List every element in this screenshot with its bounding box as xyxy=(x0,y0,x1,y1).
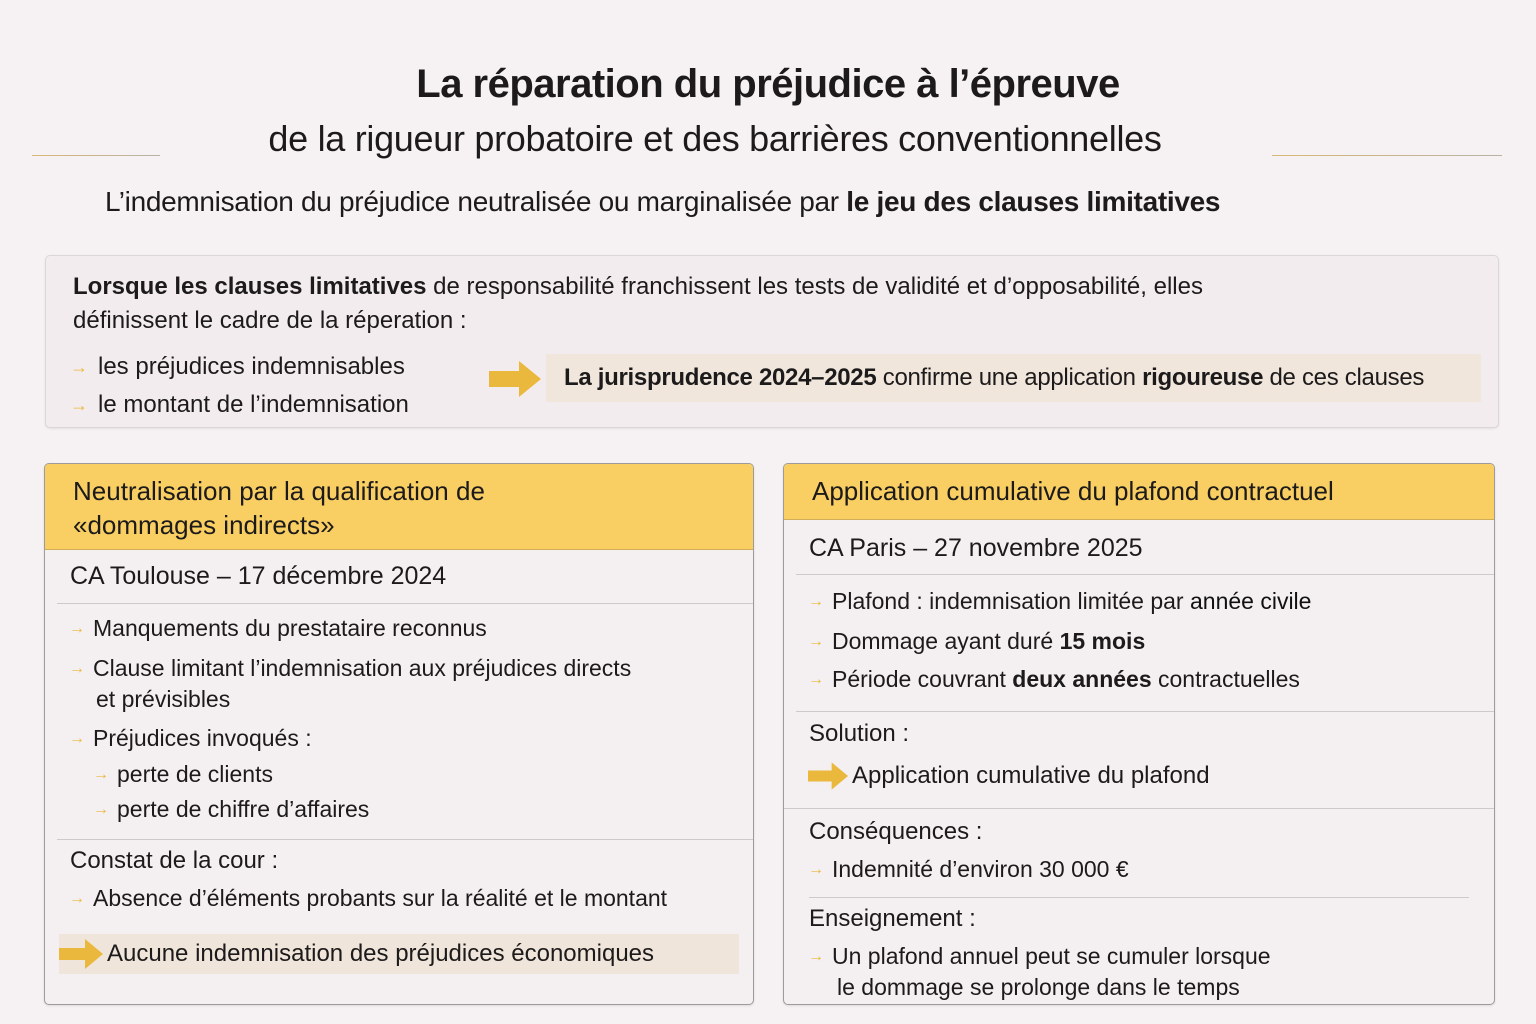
card-heading xyxy=(45,464,753,550)
tagline-bold: le jeu des clauses limitatives xyxy=(846,186,1221,217)
arrow-icon: → xyxy=(70,357,88,377)
arrow-icon: → xyxy=(93,800,109,818)
sub-list-item xyxy=(93,761,273,788)
card-heading-line-2: «dommages indirects» xyxy=(73,510,335,540)
solution-item xyxy=(808,762,1210,790)
list-item-bold: 15 mois xyxy=(1059,628,1146,654)
arrow-icon: → xyxy=(808,860,824,878)
sub-list-item-text: perte de clients xyxy=(117,761,273,787)
intro-list xyxy=(70,348,409,424)
banner-strong-1: La jurisprudence 2024–2025 xyxy=(564,364,877,391)
list-item xyxy=(808,666,1300,693)
banner-mid: confirme une application xyxy=(876,364,1143,391)
list-item xyxy=(70,386,409,424)
list-item xyxy=(69,615,487,642)
intro-box xyxy=(45,255,1499,428)
consequences-label: Conséquences : xyxy=(809,818,983,845)
page-title: La réparation du préjudice à l’épreuve xyxy=(416,62,1120,106)
big-arrow-icon xyxy=(489,361,541,397)
case-title: CA Toulouse – 17 décembre 2024 xyxy=(70,562,447,590)
arrow-icon: → xyxy=(93,765,109,783)
list-item-continuation: le dommage se prolonge dans le temps xyxy=(837,974,1240,1000)
card-heading-text: Application cumulative du plafond contractuel xyxy=(812,476,1334,506)
list-item xyxy=(69,725,312,752)
page-subtitle: de la rigueur probatoire et des barrières conventionnelles xyxy=(268,118,1162,159)
list-item-text: le montant de l’indemnisation xyxy=(98,391,409,418)
conclusion-banner xyxy=(59,934,739,974)
list-item-text: Plafond : indemnisation limitée par xyxy=(832,588,1190,614)
arrow-icon: → xyxy=(808,947,824,965)
list-item-text: Préjudices invoqués : xyxy=(93,725,312,751)
conclusion-text: Aucune indemnisation des préjudices économiques xyxy=(107,940,655,967)
big-arrow-icon xyxy=(59,939,103,969)
intro-text-bold: Lorsque les clauses limitatives xyxy=(73,273,427,300)
arrow-icon: → xyxy=(69,729,85,747)
card-indirect-damages xyxy=(44,463,754,1005)
list-item-text: Période couvrant xyxy=(832,666,1013,692)
divider xyxy=(57,839,753,840)
arrow-icon: → xyxy=(69,889,85,907)
list-item xyxy=(808,588,1311,615)
divider xyxy=(796,711,1494,712)
list-item-text: Absence d’éléments probants sur la réalité et le montant xyxy=(93,885,668,911)
divider xyxy=(809,897,1469,898)
list-item xyxy=(808,856,1129,883)
arrow-icon: → xyxy=(808,592,824,610)
list-item-text: Dommage ayant duré xyxy=(832,628,1060,654)
big-arrow-icon xyxy=(808,762,848,790)
intro-text-rest: de responsabilité franchissent les tests de validité et d’opposabilité, elles définissent le cadre de la réperation : xyxy=(73,273,1203,334)
divider xyxy=(57,603,753,604)
decorative-rule-right xyxy=(1272,155,1502,156)
list-item xyxy=(69,655,631,682)
list-item-text: Clause limitant l’indemnisation aux préjudices directs xyxy=(93,655,632,681)
lesson-label: Enseignement : xyxy=(809,905,976,932)
arrow-icon: → xyxy=(69,659,85,677)
list-item-text: les préjudices indemnisables xyxy=(98,353,405,380)
sub-list-item xyxy=(93,796,369,823)
list-item-continuation: et prévisibles xyxy=(96,686,231,712)
list-item-text: Manquements du prestataire reconnus xyxy=(93,615,487,641)
divider xyxy=(796,574,1494,575)
card-cumulative-cap xyxy=(783,463,1495,1005)
decorative-rule-left xyxy=(32,155,160,156)
card-heading-line-1: Neutralisation par la qualification de xyxy=(73,476,485,506)
card-heading xyxy=(784,464,1494,520)
tagline xyxy=(105,186,1220,218)
list-item-text: Indemnité d’environ 30 000 € xyxy=(832,856,1129,882)
list-item-bold: deux années xyxy=(1012,666,1152,692)
case-title: CA Paris – 27 novembre 2025 xyxy=(809,534,1143,562)
jurisprudence-banner xyxy=(546,354,1481,402)
list-item-end: contractuelles xyxy=(1151,666,1300,692)
list-item xyxy=(808,943,1271,970)
list-item xyxy=(69,885,667,912)
tagline-plain: L’indemnisation du préjudice neutralisée ou marginalisée par xyxy=(105,186,847,217)
list-item xyxy=(808,628,1145,655)
intro-text xyxy=(73,270,1323,338)
list-item-text: Un plafond annuel peut se cumuler lorsque xyxy=(832,943,1271,969)
arrow-icon: → xyxy=(70,395,88,415)
list-item-bold: année civile xyxy=(1189,588,1312,614)
divider xyxy=(784,808,1494,809)
finding-label: Constat de la cour : xyxy=(70,847,279,874)
arrow-icon: → xyxy=(69,619,85,637)
arrow-icon: → xyxy=(808,632,824,650)
banner-end: de ces clauses xyxy=(1263,364,1425,391)
solution-label: Solution : xyxy=(809,720,910,747)
subtitle-row xyxy=(0,118,1536,168)
arrow-icon: → xyxy=(808,670,824,688)
solution-text: Application cumulative du plafond xyxy=(852,762,1210,789)
banner-strong-2: rigoureuse xyxy=(1142,364,1264,391)
list-item xyxy=(70,348,409,386)
sub-list-item-text: perte de chiffre d’affaires xyxy=(117,796,370,822)
